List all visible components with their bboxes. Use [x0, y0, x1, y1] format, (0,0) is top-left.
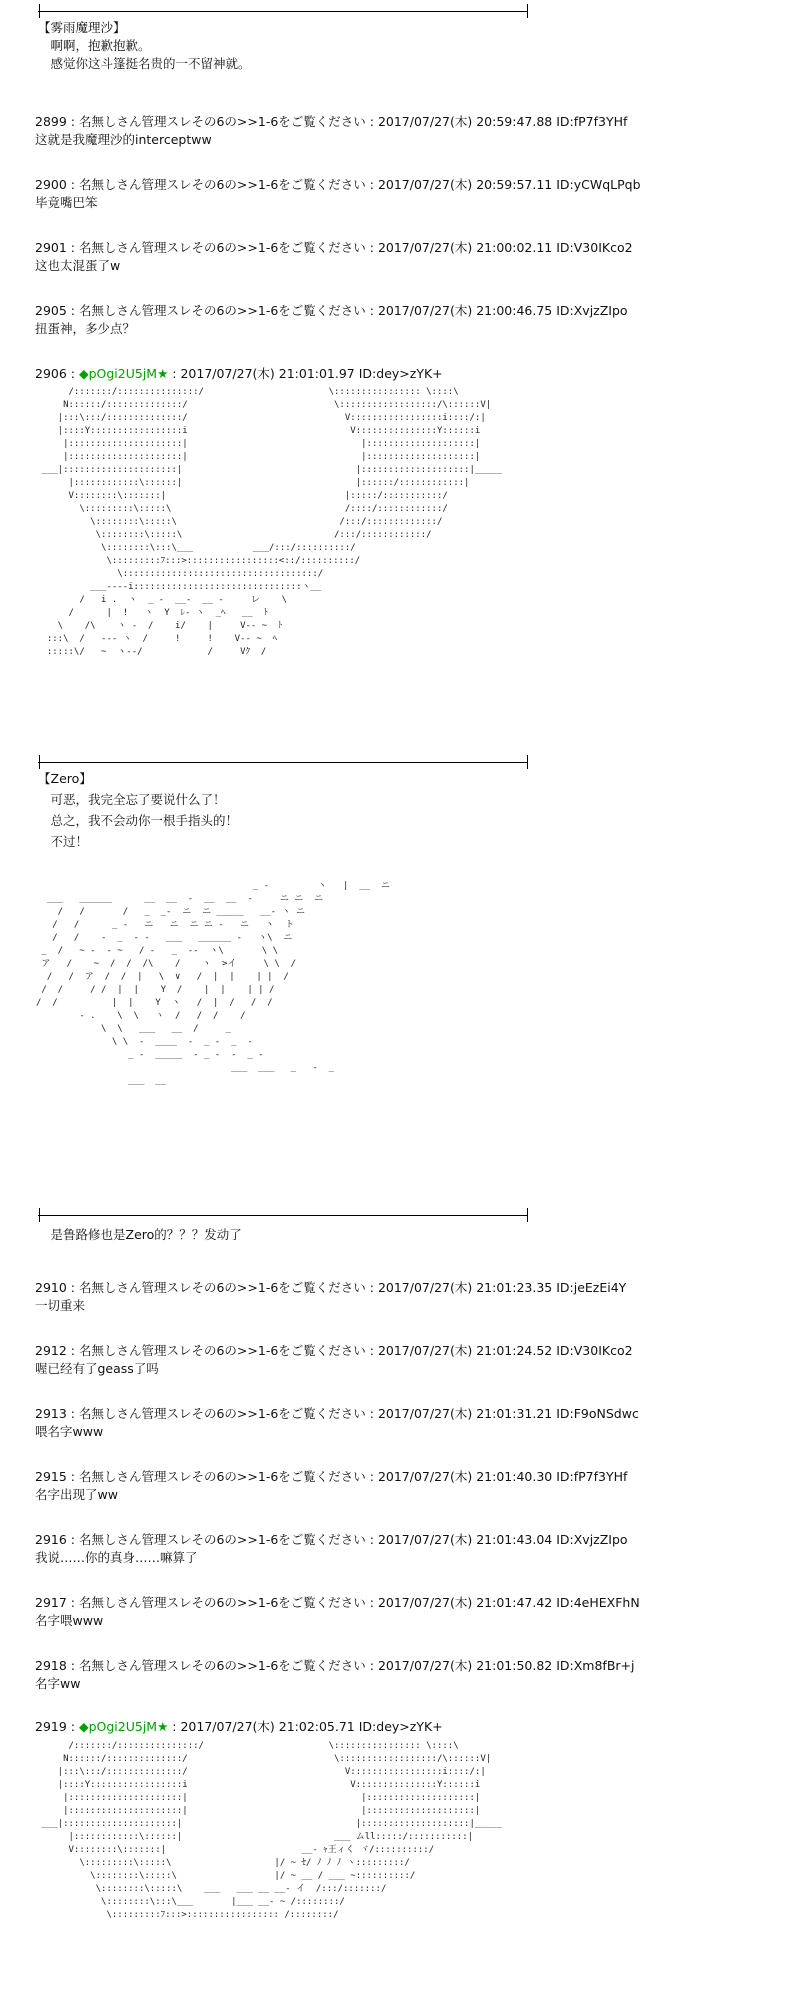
post-body: 喂名字www — [35, 1424, 104, 1439]
post-meta: : 2017/07/27(木) 21:02:05.71 ID:dey>zYK+ — [168, 1719, 443, 1734]
narration-line: 感觉你这斗篷挺名贵的一不留神就。 — [38, 56, 251, 71]
separator-tick — [39, 1208, 40, 1222]
post-body: 名字喂www — [35, 1613, 104, 1628]
separator-tick — [527, 4, 528, 18]
star-icon: ★ — [157, 366, 169, 381]
post-body: 一切重来 — [35, 1298, 86, 1313]
post-body: 名字出现了ww — [35, 1487, 118, 1502]
post-header: 2901 : 名無しさん管理スレその6の>>1-6をご覧ください : 2017/07/27(木) 21:00:02.11 ID:V30IKco2 — [35, 240, 633, 255]
post-header: 2899 : 名無しさん管理スレその6の>>1-6をご覧ください : 2017/07/27(木) 20:59:47.88 ID:fP7f3YHf — [35, 114, 628, 129]
post-body: 这也太混蛋了w — [35, 258, 121, 273]
post-number: 2919 : — [35, 1719, 79, 1734]
post-header: 2915 : 名無しさん管理スレその6の>>1-6をご覧ください : 2017/07/27(木) 21:01:40.30 ID:fP7f3YHf — [35, 1469, 628, 1484]
separator-line — [38, 762, 528, 763]
separator-tick — [527, 1208, 528, 1222]
post-body: 毕竟嘴巴笨 — [35, 195, 98, 210]
post-header — [35, 1719, 443, 1735]
ascii-art-moon-eyes: /:::::::/:::::::::::::::/ \:::::::::::::::: \::::\ N::::::/::::::::::::::/ \::::::::::::::::::/\::::::V| |:::\:::/::::::::::::::/ V:::::::::::::::::i::::/:| |::::Y:::::::::::::::::i V:::::::::::::::Y::::::i |:::::::::::::::::::::| |::::::::::::::::::::| |:::::::::::::::::::::| |::::::::::::::::::::| ___|:::::::::::::::::::::| |::::::::::::::::::::|_____ |::::::::::::\::::::| |::::::/::::::::::::| V::::::::\:::::::| |:::::/:::::::::::/ \:::::::::\:::::\ /::::/::::::::::::/ \::::::::\:::::\ /:::/:::::::::::::/ \::::::::\:::::\ /:::/::::::::::::/ \::::::::\:::\___ ___/:::/::::::::::/ \:::::::::ﾌ:::>:::::::::::::::::<::/::::::::::/ \::::::::::::::::::::::::::::::::::::/ ___----i:::::::::::::::::::::::::::::::ヽ__ / i . ヽ _ - __- __ - レ \ / | ! ヽ Y ﾚ- ヽ _ﾍ __ ﾄ \ /\ ヽ - / i/ | V-- ~ ﾄ :::\ / --- ヽ / ! ! V-- ~ ﾍ :::::\/ ~ ヽ--/ / Vｸ / — [41, 387, 502, 657]
separator-line — [38, 11, 528, 12]
narration-line: 不过！ — [38, 834, 89, 849]
post-body: 这就是我魔理沙的interceptww — [35, 132, 212, 147]
post-header: 2900 : 名無しさん管理スレその6の>>1-6をご覧ください : 2017/07/27(木) 20:59:57.11 ID:yCWqLPqb — [35, 177, 641, 192]
post-number: 2906 : — [35, 366, 79, 381]
post-body: 我说……你的真身……嘛算了 — [35, 1550, 198, 1565]
post-header: 2905 : 名無しさん管理スレその6の>>1-6をご覧ください : 2017/07/27(木) 21:00:46.75 ID:XvjzZIpo — [35, 303, 628, 318]
ascii-art-moon-eyes-2: /:::::::/:::::::::::::::/ \:::::::::::::::: \::::\ N::::::/::::::::::::::/ \::::::::::::::::::/\::::::V| |:::\:::/::::::::::::::/ V:::::::::::::::::i::::/:| |::::Y:::::::::::::::::i V:::::::::::::::Y::::::i |:::::::::::::::::::::| |::::::::::::::::::::| |:::::::::::::::::::::| |::::::::::::::::::::| ___|:::::::::::::::::::::| |::::::::::::::::::::|_____ |::::::::::::\::::::| ___ ムll:::::/:::::::::::| V::::::::\:::::::| __- ｬ王ィく ヾ/::::::::::/ \:::::::::\:::::\ |/ ~ ｾ/ ﾉ ﾉ ﾉ ヽ:::::::::/ \::::::::\:::::\ |/ ~ __ / ___ ~::::::::::/ \::::::::\:::::\ ___ ___ __ __- イ /:::/:::::::/ \::::::::\:::\___ |___ __- ~ /::::::::/ \:::::::::ﾌ:::>::::::::::::::::: /::::::::/ — [41, 1741, 502, 1920]
tripcode: ◆pOgi2U5jM — [78, 366, 158, 381]
narration-line: 是鲁路修也是Zero的？？？发动了 — [38, 1227, 242, 1242]
post-header: 2918 : 名無しさん管理スレその6の>>1-6をご覧ください : 2017/07/27(木) 21:01:50.82 ID:Xm8fBr+j — [35, 1658, 635, 1673]
narration-line: 可恶，我完全忘了要说什么了！ — [38, 792, 226, 807]
post-body: 扭蛋神，多少点？ — [35, 321, 136, 336]
separator-tick — [527, 755, 528, 769]
narration-line: 总之，我不会动你一根手指头的！ — [38, 813, 239, 828]
post-header: 2916 : 名無しさん管理スレその6の>>1-6をご覧ください : 2017/07/27(木) 21:01:43.04 ID:XvjzZIpo — [35, 1532, 628, 1547]
ascii-art-eye: _ - ヽ | __ ニ ___ ______ __ __ - __ __ - ニ ニ ニ / / / _ _- ニ ニ _____ __- ヽ ニ / / _ - ニ ニ ニ ニ - ニ ヽ ト / / - _ - - ___ ______ - ヽ\ ニ _ / ~ - - ~ / - _ -- ヽ\ \ \ ア / ~ / / /\ / ヽ >イ \ \ / / / ア / / | \ ∨ / | | | | / / / / / | | Y / | | | | / / / | | Y ヽ / | / / / - . \ \ ヽ / / / / \ \ ___ __ / _ \ \ - ____ - _ - _ - _ - _____ - _ - - _ - ___ ___ _ - _ ___ __ — [36, 881, 390, 1086]
post-body: 名字ww — [35, 1676, 81, 1691]
separator-tick — [39, 4, 40, 18]
tripcode: ◆pOgi2U5jM — [78, 1719, 158, 1734]
separator-line — [38, 1215, 528, 1216]
post-header: 2917 : 名無しさん管理スレその6の>>1-6をご覧ください : 2017/07/27(木) 21:01:47.42 ID:4eHEXFhN — [35, 1595, 640, 1610]
separator-tick — [39, 755, 40, 769]
star-icon: ★ — [157, 1719, 169, 1734]
narration-line: 啊啊，抱歉抱歉。 — [38, 38, 151, 53]
post-body: 喔已经有了geass了吗 — [35, 1361, 159, 1376]
narration-line: 【Zero】 — [38, 771, 92, 786]
post-header: 2910 : 名無しさん管理スレその6の>>1-6をご覧ください : 2017/07/27(木) 21:01:23.35 ID:jeEzEi4Y — [35, 1280, 627, 1295]
narration-line: 【雾雨魔理沙】 — [38, 20, 126, 35]
post-header: 2913 : 名無しさん管理スレその6の>>1-6をご覧ください : 2017/07/27(木) 21:01:31.21 ID:F9oNSdwc — [35, 1406, 639, 1421]
post-header — [35, 366, 443, 382]
post-header: 2912 : 名無しさん管理スレその6の>>1-6をご覧ください : 2017/07/27(木) 21:01:24.52 ID:V30IKco2 — [35, 1343, 633, 1358]
post-meta: : 2017/07/27(木) 21:01:01.97 ID:dey>zYK+ — [168, 366, 443, 381]
